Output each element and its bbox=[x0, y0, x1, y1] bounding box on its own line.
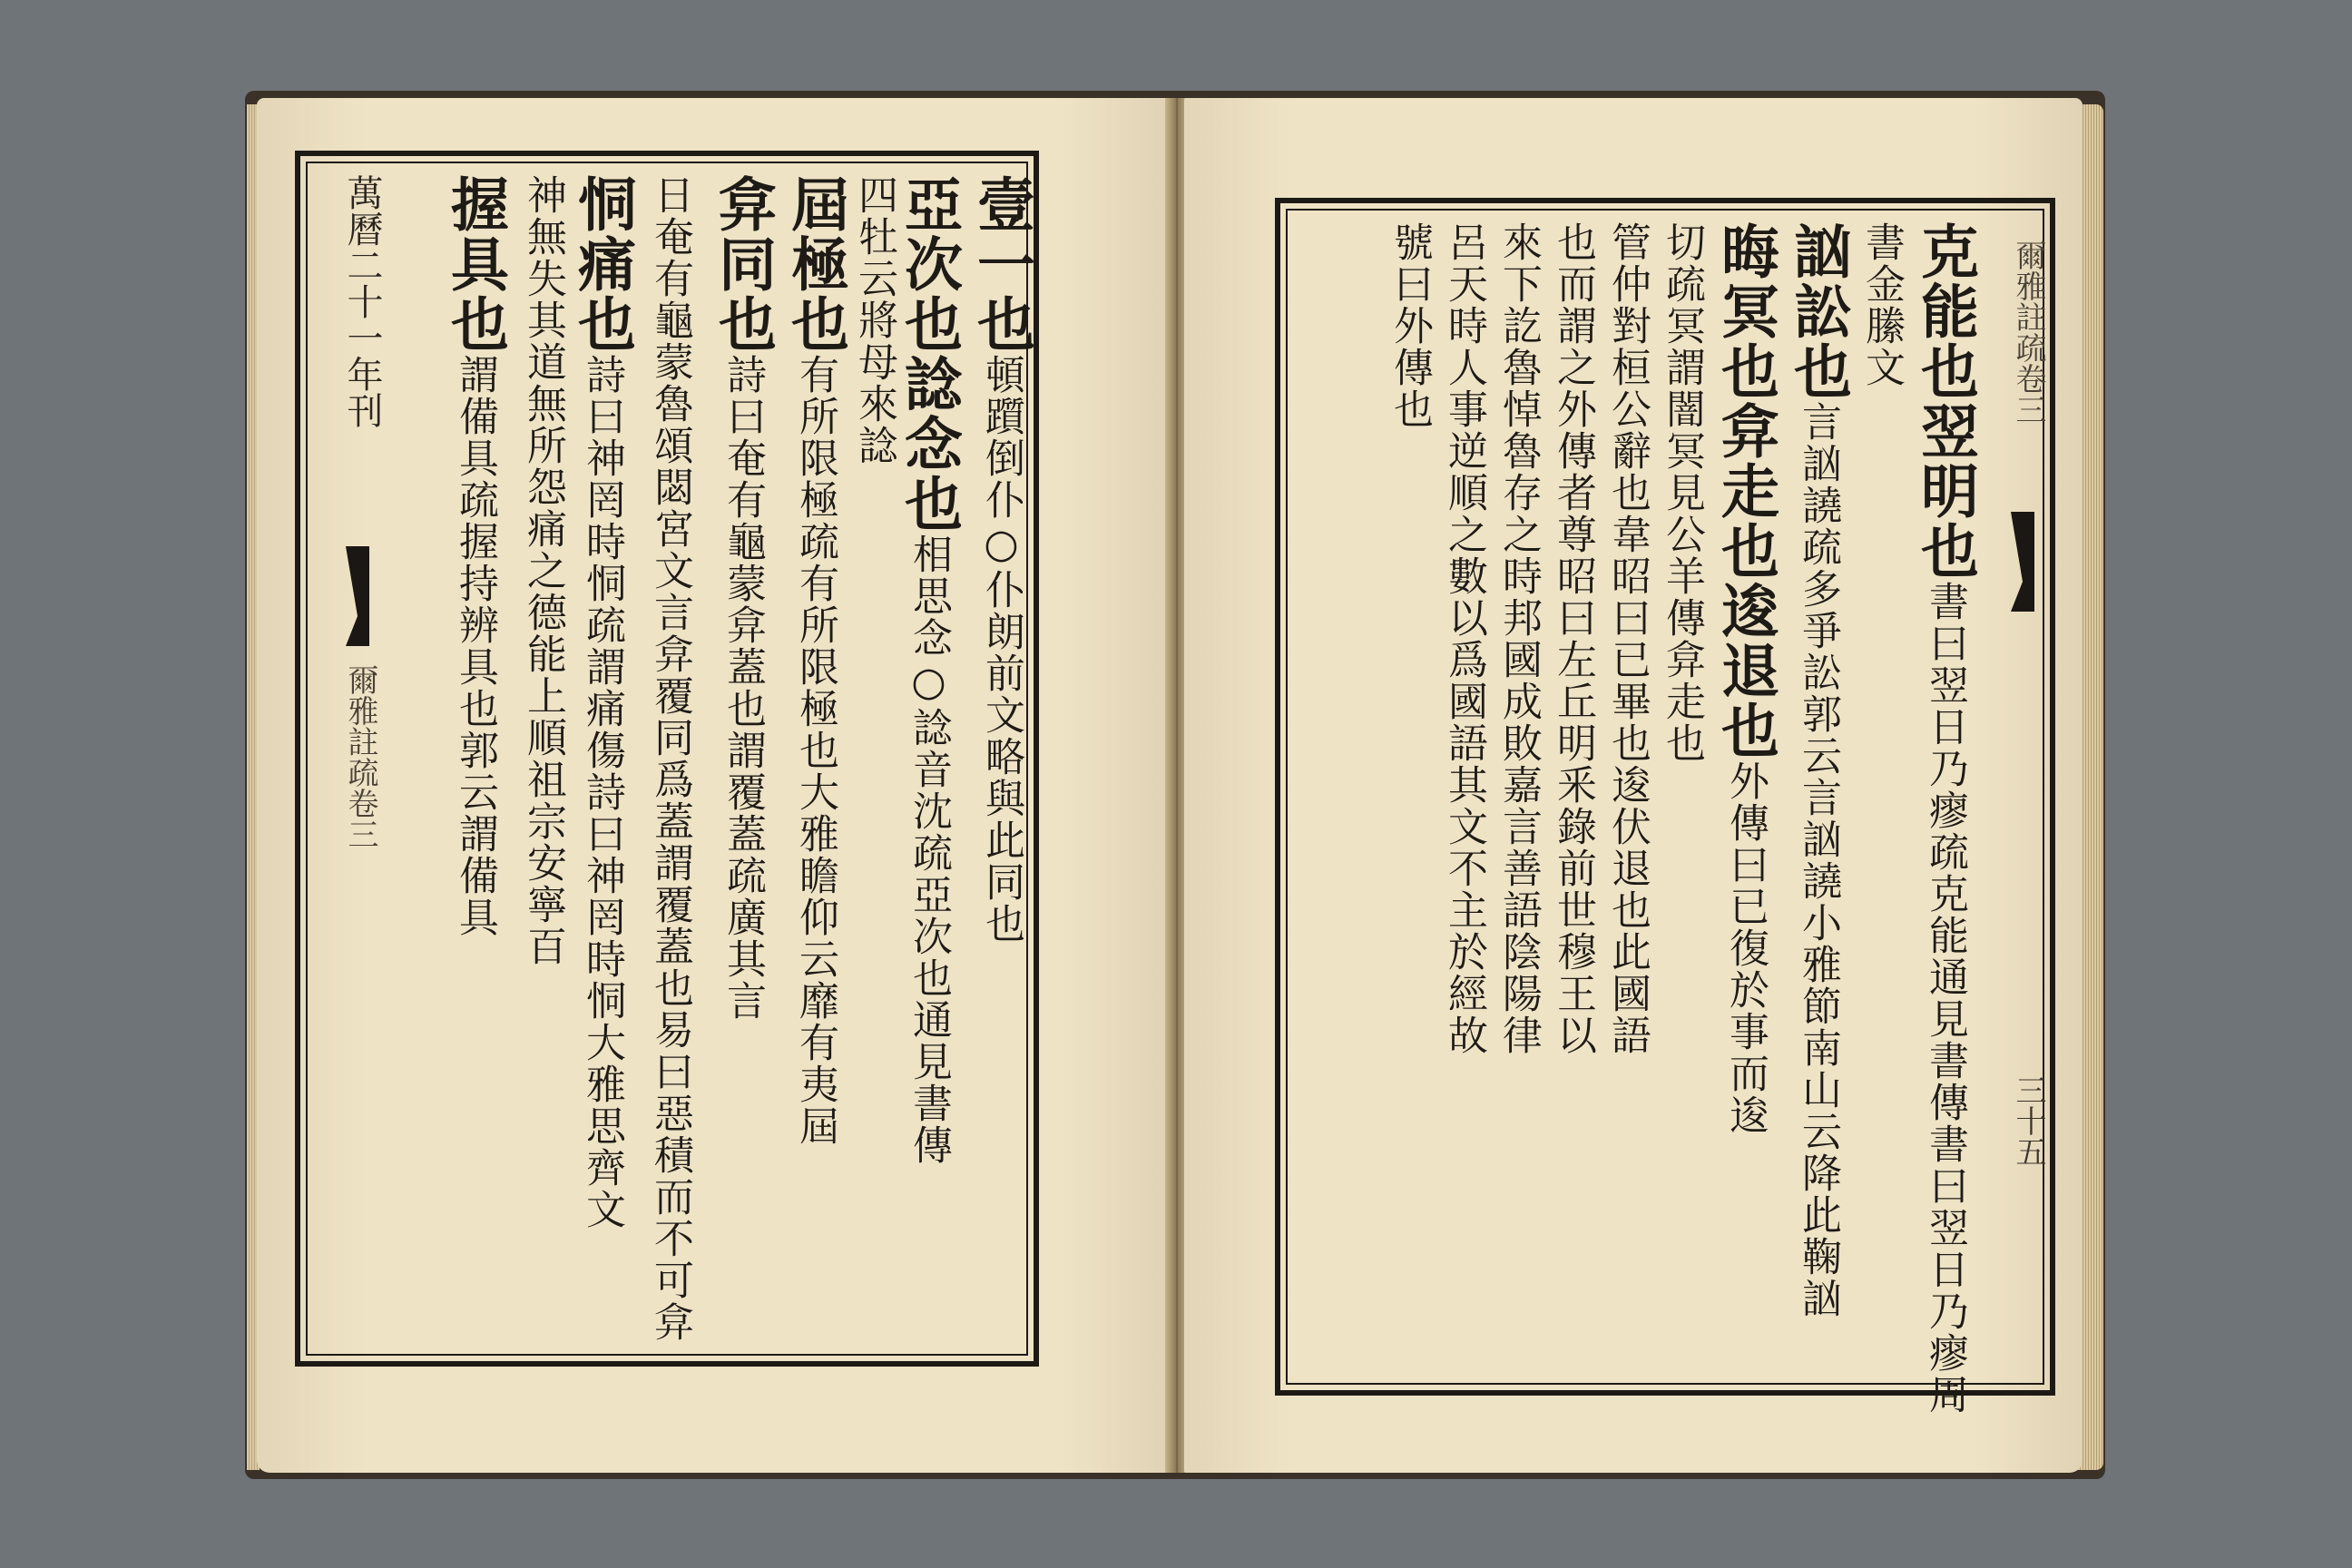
text-column: 神無失其道無所怨痛之德能上順祖宗安寧百 bbox=[520, 174, 566, 967]
text-column: 屆極也有所限極疏有所限極也大雅瞻仰云靡有夷屆 bbox=[781, 174, 849, 1147]
text-column: 晦冥也弇走也逡退也外傳曰已復於事而逡 bbox=[1711, 221, 1779, 1136]
text-column: 日奄有龜蒙魯頌閟宮文言弇覆同爲蓋謂覆蓋也易曰惡積而不可弇 bbox=[647, 174, 693, 1343]
page-number: 三十五 bbox=[2010, 1074, 2046, 1167]
text-column: 四牡云將母來諗 bbox=[851, 174, 897, 466]
text-column: 恫痛也詩曰神罔時恫疏謂痛傷詩曰神罔時恫大雅思齊文 bbox=[568, 174, 636, 1230]
text-column: 握具也謂備具疏握持辨具也郭云謂備具 bbox=[441, 174, 509, 938]
left-page-frame bbox=[295, 151, 1039, 1367]
right-page bbox=[1184, 98, 2082, 1473]
left-page bbox=[257, 98, 1170, 1473]
right-page-frame bbox=[1275, 198, 2055, 1416]
text-column: 呂天時人事逆順之數以爲國語其文不主於經故 bbox=[1441, 221, 1487, 1056]
print-date-label: 萬曆二十一年刊 bbox=[341, 174, 383, 428]
text-column: 訩訟也言訩譊疏多爭訟郭云言訩譊小雅節南山云降此鞠訩 bbox=[1784, 221, 1852, 1319]
text-column: 管仲對桓公辭也韋昭曰已畢也逡伏退也此國語 bbox=[1604, 221, 1651, 1056]
text-column: 也而謂之外傳者尊昭曰左丘明釆錄前世穆王以 bbox=[1550, 221, 1596, 1056]
text-column: 弇同也詩曰奄有龜蒙弇蓋也謂覆蓋疏廣其言 bbox=[709, 174, 777, 1022]
text-column: 來下訖魯悼魯存之時邦國成敗嘉言善語陰陽律 bbox=[1495, 221, 1542, 1056]
text-column: 克能也翌明也書曰翌日乃瘳疏克能通見書傳書曰翌日乃瘳周 bbox=[1911, 221, 1979, 1416]
text-column: 號曰外傳也 bbox=[1387, 221, 1433, 430]
section-label: 爾雅註疏卷三 bbox=[342, 664, 378, 849]
section-label: 爾雅註疏卷三 bbox=[2010, 240, 2046, 425]
text-column: 切疏冥謂闇冥見公羊傳弇走也 bbox=[1659, 221, 1705, 764]
text-column: 亞次也諗念也相思念○諗音沈疏亞次也通見書傳 bbox=[895, 174, 963, 1166]
text-column: 書金縢文 bbox=[1858, 221, 1905, 388]
text-column: 壹一也頓躓倒仆○仆朗前文略與此同也 bbox=[967, 174, 1035, 945]
